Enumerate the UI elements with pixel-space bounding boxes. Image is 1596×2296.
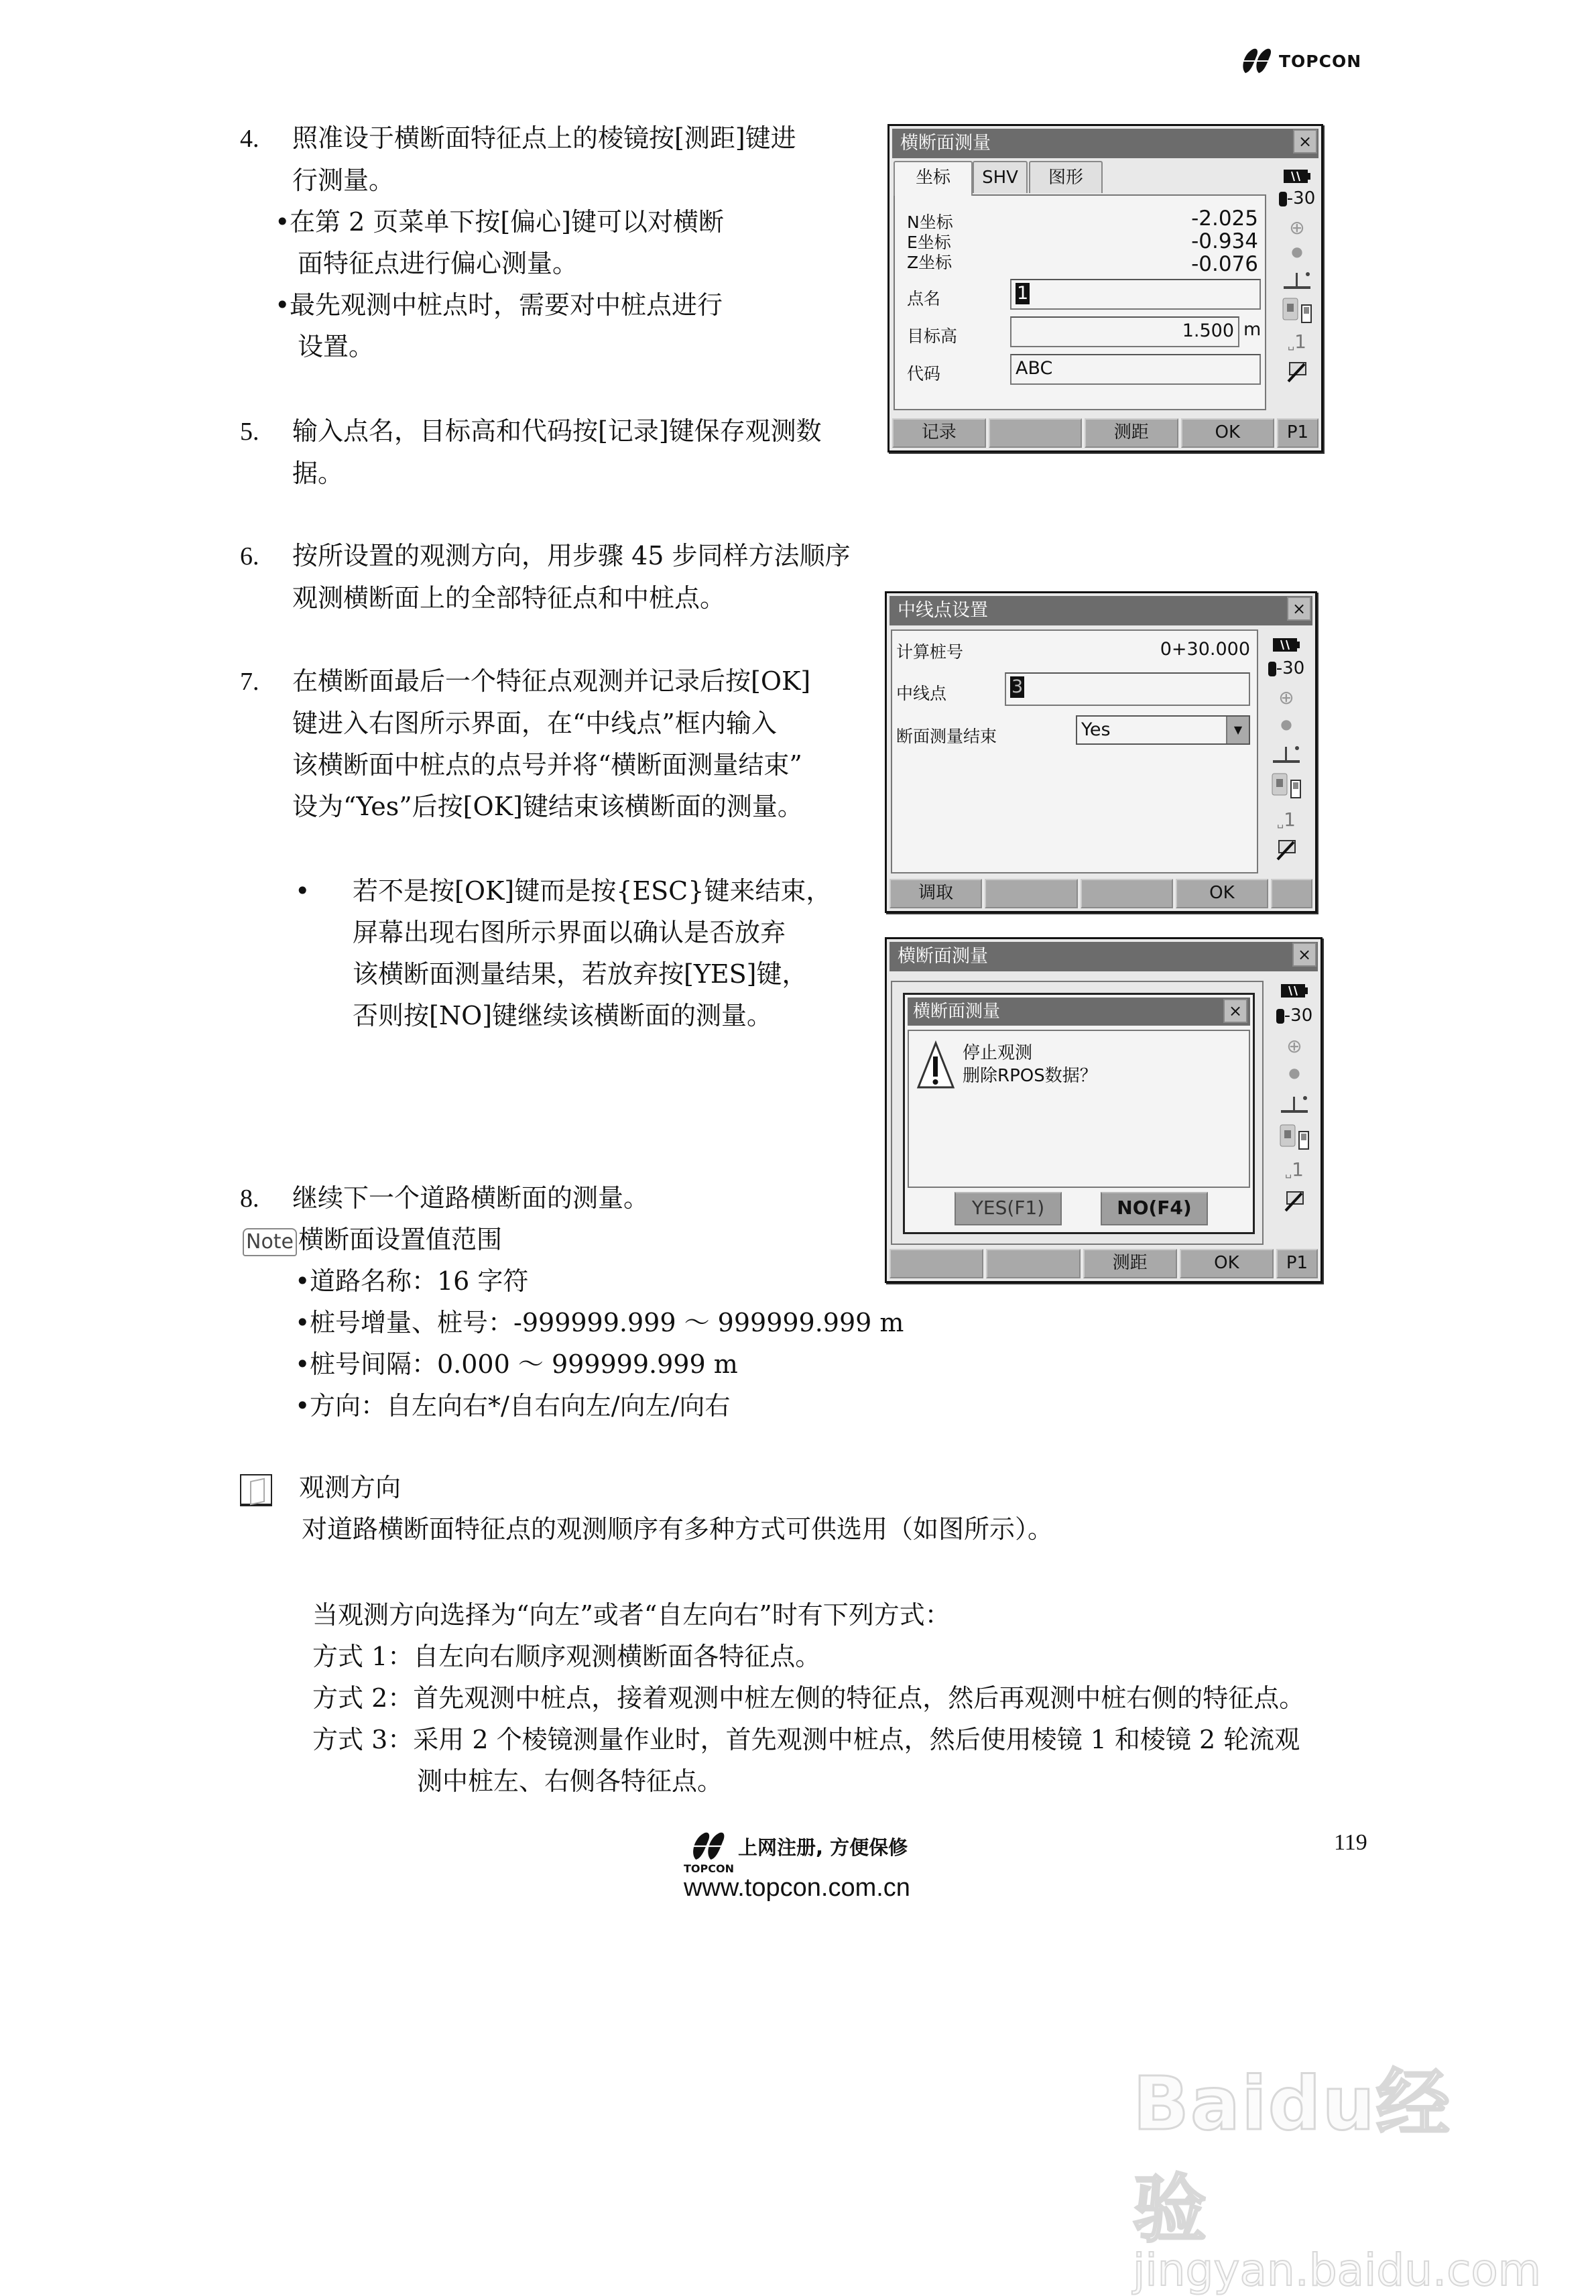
topcon-logo-icon <box>1239 48 1275 74</box>
centerline-point-setting-dialog <box>885 591 1317 913</box>
memory-pen-icon <box>1278 360 1316 387</box>
close-button[interactable]: × <box>1223 999 1247 1023</box>
retrieve-button[interactable]: 调取 <box>889 879 982 908</box>
memory-pen-icon <box>1268 838 1305 865</box>
page-button[interactable]: P1 <box>1277 418 1318 448</box>
footer-logo: TOPCON 上网注册, 方便保修 www.topcon.com.cn <box>684 1830 910 1902</box>
ok-button[interactable]: OK <box>1180 1249 1274 1278</box>
tab-shv[interactable]: SHV <box>973 161 1028 193</box>
cross-section-measure-dialog <box>887 124 1323 452</box>
baidu-watermark: Baidu经验 jingyan.baidu.com <box>1133 2061 1542 2296</box>
footer-slogan: 上网注册, 方便保修 <box>737 1836 908 1859</box>
no-button[interactable]: NO(F4) <box>1101 1192 1208 1225</box>
close-button[interactable]: × <box>1287 597 1311 621</box>
calc-station-value: 0+30.000 <box>1160 639 1250 660</box>
note-block: Note 横断面设置值范围 •道路名称：16 字符 •桩号增量、桩号：-999999.999 ～ 999999.999 m •桩号间隔：0.000 ～ 999999.999 m •方向：自左向右*/自右向左/向左/向右 <box>243 1219 904 1427</box>
f3-button[interactable] <box>1081 879 1173 908</box>
z-coordinate-value: -0.076 <box>1191 252 1258 276</box>
dialog-title: 横断面测量 <box>892 129 1318 158</box>
footer-url[interactable]: www.topcon.com.cn <box>684 1874 910 1902</box>
tab-bar <box>894 161 1269 197</box>
target-crosshair-icon: ⊕ <box>1278 686 1294 709</box>
ok-button[interactable]: OK <box>1181 418 1275 448</box>
confirm-message-area <box>908 1030 1250 1188</box>
input-mode-icon: ␣1 <box>1277 808 1296 831</box>
laser-dot-icon: ● <box>1288 1065 1300 1081</box>
instrument-connection-icon <box>1278 297 1316 328</box>
confirm-message-line2: 删除RPOS数据？ <box>963 1066 1097 1086</box>
measure-distance-button[interactable]: 测距 <box>1083 1249 1177 1278</box>
battery-icon <box>1276 980 1313 1002</box>
step-8: 8. 继续下一个道路横断面的测量。 <box>240 1183 650 1213</box>
f2-button[interactable] <box>986 1249 1080 1278</box>
prism-constant-icon: -30 <box>1268 658 1305 678</box>
record-button[interactable]: 记录 <box>892 418 986 448</box>
warning-icon <box>916 1040 956 1094</box>
tilt-level-icon <box>1276 1094 1313 1119</box>
stop-observation-confirm <box>903 993 1255 1234</box>
note-title: 横断面设置值范围 <box>298 1225 503 1254</box>
memory-pen-icon <box>1276 1189 1313 1217</box>
measure-distance-button[interactable]: 测距 <box>1085 418 1178 448</box>
content-panel: N坐标 -2.025 E坐标 -0.934 Z坐标 -0.076 点名 1 目标高 1.500 m 代码 ABC <box>894 194 1266 410</box>
step-6: 6. 按所设置的观测方向，用步骤 45 步同样方法顺序 观测横断面上的全部特征点和中桩点。 <box>240 541 851 613</box>
topcon-brand-text: TOPCON <box>1279 51 1362 71</box>
point-name-input[interactable]: 1 <box>1010 279 1261 310</box>
step-4: 4. 照准设于横断面特征点上的棱镜按[测距]键进 行测量。 •在第 2 页菜单下按[偏心]键可以对横断 面特征点进行偏心测量。 •最先观测中桩点时，需要对中桩点进行 设置。 <box>240 123 796 361</box>
tilt-level-icon <box>1268 744 1305 769</box>
laser-dot-icon: ● <box>1291 243 1303 259</box>
observation-block: 观测方向 对道路横断面特征点的观测顺序有多种方式可供选用（如图所示）。 <box>240 1467 1053 1550</box>
step-7: 7. 在横断面最后一个特征点观测并记录后按[OK] 键进入右图所示界面，在“中线点”框内输入 该横断面中桩点的点号并将“横断面测量结束” 设为“Yes”后按[OK]键结束该横断面的测量。 <box>240 666 811 821</box>
step-7-bullet: • 若不是按[OK]键而是按{ESC}键来结束， 屏幕出现右图所示界面以确认是否放弃 该横断面测量结果，若放弃按[YES]键， 否则按[NO]键继续该横断面的测量。 <box>295 876 832 1030</box>
book-icon <box>240 1474 272 1506</box>
step-5: 5. 输入点名，目标高和代码按[记录]键保存观测数 据。 <box>240 416 822 488</box>
content-panel: 计算桩号 0+30.000 中线点 3 断面测量结束 Yes ▼ <box>891 629 1258 873</box>
f1-button[interactable] <box>889 1249 983 1278</box>
code-input[interactable]: ABC <box>1010 354 1261 385</box>
topcon-logo-icon <box>688 1830 729 1862</box>
battery-icon <box>1278 166 1316 188</box>
status-bar <box>1262 630 1309 878</box>
page-button[interactable]: P1 <box>1276 1249 1318 1278</box>
function-key-bar <box>889 1249 1318 1278</box>
tab-graphic[interactable]: 图形 <box>1029 161 1103 193</box>
observation-methods: 当观测方向选择为“向左”或者“自左向右”时有下列方式： 方式 1：自左向右顺序观测横断面各特征点。 方式 2：首先观测中桩点，接着观测中桩左侧的特征点，然后再观测中桩右侧的特征点。 方式 3：采用 2 个棱镜测量作业时，首先观测中桩点，然后使用棱镜 1 和棱镜 2 轮流观 测中桩左、右侧各特征点。 <box>312 1600 1305 1796</box>
centerline-point-input[interactable]: 3 <box>1005 672 1250 706</box>
status-bar <box>1270 976 1317 1244</box>
topcon-header-logo <box>1239 44 1361 78</box>
input-mode-icon: ␣1 <box>1285 1158 1304 1181</box>
dialog-title: 中线点设置 <box>889 596 1312 625</box>
status-bar <box>1273 163 1320 414</box>
prism-constant-icon: -30 <box>1276 1006 1313 1026</box>
section-end-dropdown[interactable]: Yes ▼ <box>1076 715 1250 745</box>
cross-section-confirm-dialog <box>885 937 1323 1283</box>
confirm-title: 横断面测量 <box>908 998 1250 1026</box>
ok-button[interactable]: OK <box>1176 879 1268 908</box>
prism-constant-icon: -30 <box>1278 188 1316 208</box>
f2-button[interactable] <box>985 879 1077 908</box>
tilt-level-icon <box>1278 270 1316 295</box>
confirm-message-line1: 停止观测 <box>963 1043 1033 1063</box>
close-button[interactable]: × <box>1293 129 1317 154</box>
close-button[interactable]: × <box>1292 943 1316 967</box>
function-key-bar <box>892 418 1318 448</box>
page-number: 119 <box>1334 1830 1367 1855</box>
instrument-connection-icon <box>1276 1124 1313 1155</box>
observation-title: 观测方向 <box>299 1473 402 1502</box>
function-key-bar <box>889 879 1312 908</box>
laser-dot-icon: ● <box>1280 716 1292 732</box>
battery-icon <box>1268 634 1305 656</box>
n-coordinate-value: -2.025 <box>1191 206 1258 231</box>
note-icon: Note <box>243 1228 297 1256</box>
instrument-connection-icon <box>1268 772 1305 804</box>
dialog-title: 横断面测量 <box>889 942 1318 971</box>
f5-button[interactable] <box>1271 879 1312 908</box>
e-coordinate-value: -0.934 <box>1191 229 1258 253</box>
yes-button[interactable]: YES(F1) <box>955 1192 1062 1225</box>
tab-coordinates[interactable]: 坐标 <box>894 161 973 196</box>
target-crosshair-icon: ⊕ <box>1286 1035 1302 1057</box>
chevron-down-icon[interactable]: ▼ <box>1226 717 1249 743</box>
target-height-input[interactable]: 1.500 <box>1010 316 1239 347</box>
f2-button[interactable] <box>989 418 1083 448</box>
input-mode-icon: ␣1 <box>1288 330 1306 353</box>
target-crosshair-icon: ⊕ <box>1289 217 1305 239</box>
